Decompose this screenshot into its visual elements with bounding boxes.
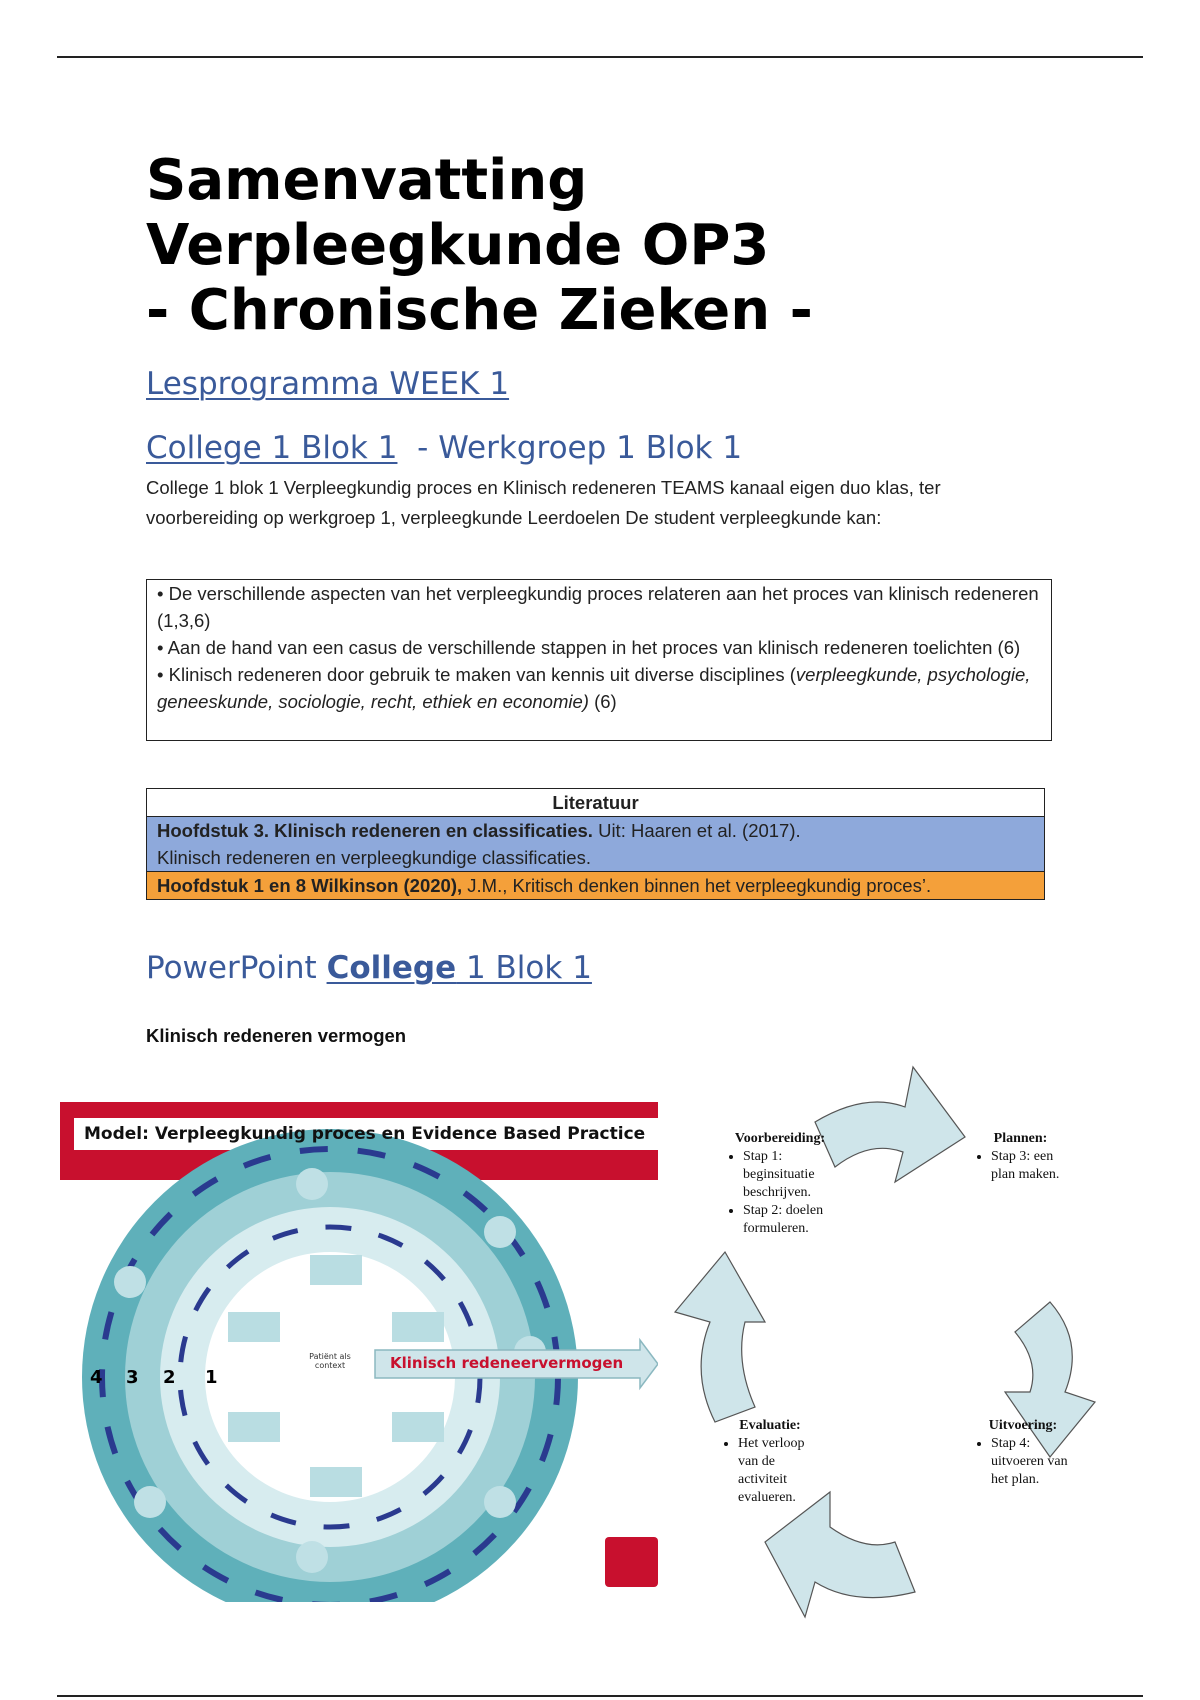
literature-row-1-rest: Uit: Haaren et al. (2017). [592,820,801,841]
cycle-step: • Stap 1: beginsituatie beschrijven. [743,1148,835,1202]
model-arrow-label: Klinisch redeneervermogen [390,1354,624,1372]
title-line-2: Verpleegkunde OP3 [146,213,770,278]
cycle-evaluatie [720,1417,820,1507]
literature-row-1 [147,817,1044,872]
center-box [310,1467,362,1497]
literature-row-1-bold: Hoofdstuk 3. Klinisch redeneren en classificaties. [157,820,593,841]
subheading-klinisch: Klinisch redeneren vermogen [146,1025,407,1046]
gear-icon [134,1486,166,1518]
cycle-step: • Stap 2: doelen formuleren. [743,1202,835,1238]
cycle-uitvoering [973,1417,1073,1489]
heading-college-link[interactable]: College 1 Blok 1 [146,430,398,466]
literature-row-2-bold: Hoofdstuk 1 en 8 Wilkinson (2020), [157,875,463,896]
goal-item: • De verschillende aspecten van het verpleegkundig proces relateren aan het proces van klinisch redeneren (1,3,6) [157,583,1039,631]
cycle-voorbereiding [725,1130,835,1238]
center-box [392,1412,444,1442]
gear-icon [484,1216,516,1248]
model-center-label: Patiënt als context [309,1352,351,1370]
literature-header: Literatuur [147,789,1044,817]
ring-number-1: 1 [205,1367,218,1388]
cycle-diagram [655,1062,1145,1642]
arrow-shape [815,1067,965,1182]
heading-powerpoint-part1: PowerPoint [146,950,327,986]
goal-item-3-end: (6) [588,691,617,712]
bottom-rule [57,1695,1143,1697]
goal-item-3-italic: verpleegkunde, psychologie, geneeskunde, sociologie, recht, ethiek en economie) [157,664,1031,712]
cycle-step: • Stap 4: uitvoeren van het plan. [991,1435,1073,1489]
gear-icon [114,1266,146,1298]
title-line-1: Samenvatting [146,148,588,213]
document-title [146,148,813,343]
title-line-3: - Chronische Zieken - [146,278,813,343]
heading-powerpoint-part3[interactable]: 1 Blok 1 [456,950,592,986]
arrow-shape [675,1252,765,1422]
heading-werkgroep: - Werkgroep 1 Blok 1 [397,430,743,466]
literature-row-1-line2: Klinisch redeneren en verpleegkundige classificaties. [157,847,591,868]
cycle-voorbereiding-title: Voorbereiding: [734,1131,826,1146]
model-image [60,1102,658,1602]
heading-powerpoint-college-link[interactable]: College [326,950,457,986]
cycle-step: • Stap 3: een plan maken. [991,1148,1068,1184]
center-box [310,1255,362,1285]
arrow-shape [765,1492,915,1617]
cycle-step: • Het verloop van de activiteit evalueren. [738,1435,820,1507]
center-box [392,1312,444,1342]
goal-item [157,661,1041,715]
gear-icon [296,1168,328,1200]
learning-goals-box [146,579,1052,741]
goal-item: • Aan de hand van een casus de verschillende stappen in het proces van klinisch redeneren toelichten (6) [157,637,1021,658]
cycle-uitvoering-title: Uitvoering: [988,1418,1058,1433]
literature-row-2-rest: J.M., Kritisch denken binnen het verpleegkundig proces’. [462,875,932,896]
top-rule [57,56,1143,58]
literature-row-2 [147,872,1044,899]
gear-icon [484,1486,516,1518]
heading-lesprogramma[interactable]: Lesprogramma WEEK 1 [146,366,510,402]
cycle-plannen [973,1130,1068,1184]
model-title: Model: Verpleegkundig proces en Evidence Based Practice [84,1124,646,1144]
heading-college-werkgroep [146,430,742,466]
cycle-evaluatie-title: Evaluatie: [739,1418,801,1433]
ring-number-2: 2 [163,1367,176,1388]
ring-number-3: 3 [126,1367,139,1388]
center-box [228,1412,280,1442]
goal-item-3-start: • Klinisch redeneren door gebruik te maken van kennis uit diverse disciplines ( [157,664,796,685]
literature-table [146,788,1045,900]
heading-powerpoint [146,950,592,986]
intro-paragraph: College 1 blok 1 Verpleegkundig proces en Klinisch redeneren TEAMS kanaal eigen duo klas, ter voorbereiding op werkgroep 1, verpleegkunde Leerdoelen De student verpleegkunde kan: [146,477,941,528]
gear-icon [296,1541,328,1573]
cycle-plannen-title: Plannen: [993,1131,1048,1146]
center-box [228,1312,280,1342]
logo-mark [605,1537,658,1587]
ring-number-4: 4 [90,1367,103,1388]
